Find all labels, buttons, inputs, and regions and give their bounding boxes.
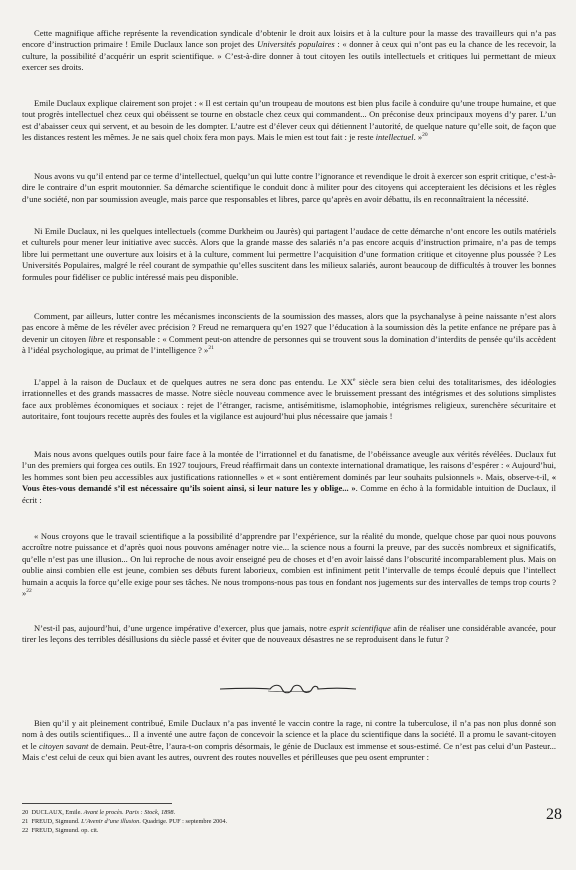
footnote-rule <box>22 803 172 804</box>
freud-quote-bold: « Vous êtes-vous demandé s’il est nécessaire qu’ils soient ainsi, si leur nature les y oblige... » <box>22 471 556 494</box>
paragraph-2: Emile Duclaux explique clairement son projet : « Il est certain qu’un troupeau de moutons est bien plus facile à conduire qu’une troupe humaine, et que tout progrès intellectuel chez ceux qui obéissent se tourne en obstacle chez ceux qui commandent... On préconise deux principaux moyens d’y parer. L’un est d’abaisser ceux qui servent, et au besoin de les dompter. L’autre est d’élever ceux qui détiennent l’autorité, de quelque nature qu’elle soit, de façon que les distances restent les mêmes. Je ne sais quel choix fera mon pays. Mais le mien est tout fait : je reste intellectuel. »$^{20}$ <box>22 98 556 143</box>
paragraph-9: N’est-il pas, aujourd’hui, d’une urgence impérative d’exercer, plus que jamais, notre esprit scientifique afin de réaliser une considérable avancée, pour tirer les leçons des terribles désillusions du siècle passé et éviter que de nouveaux désastres ne se reproduisent dans le futur ? <box>22 623 557 645</box>
footnote-22: 22 FREUD, Sigmund. op. cit. <box>22 827 99 834</box>
footnote-21: 21 FREUD, Sigmund. L’Avenir d’une illusion. Quadrige. PUF : septembre 2004. <box>22 818 228 825</box>
paragraph-1: Cette magnifique affiche représente la revendication syndicale d’obtenir le droit aux loisirs et à la culture pour la masse des travailleurs qui n’a pas encore d’instruction primaire ! Emile Duclaux lance son projet des Universités populaires : « donner à ceux qui n’ont pas eu la chance de les recevoir, la culture, la possibilité d’acquérir un esprit scientifique. » C’est-à-dire donner à tout citoyen les outils intellectuels et critiques lui permettant de mieux exercer ses droits. <box>22 28 557 73</box>
footnote-20: 20 DUCLAUX, Emile. Avant le procès. Paris : Stock, 1898. <box>22 809 176 816</box>
paragraph-7: Mais nous avons quelques outils pour faire face à la montée de l’irrationnel et du fanatisme, de l’obéissance aveugle aux vérités révélées. Duclaux fut l’un des premiers qui forgea ces outils. En 1927 toujours, Freud réaffirmait dans un contexte international dramatique, les raisons d’espérer : « Aujourd’hui, les hommes sont bien peu accessibles aux justifications rationnelles » et « sont entièrement dominés par leur souhaits pulsionnels ». Mais, observe-t-il, « Vous êtes-vous demandé s’il est nécessaire qu’ils soient ainsi, si leur nature les y oblige... ». Comme en écho à la formidable intuition de Duclaux, il écrit : <box>22 449 556 505</box>
page-number: 28 <box>546 806 562 823</box>
paragraph-4: Ni Emile Duclaux, ni les quelques intellectuels (comme Durkheim ou Jaurès) qui partagent l’audace de cette démarche n’ont encore les outils matériels et culturels pour mener leur initiative avec succès. Alors que la grande masse des salariés n’a pas encore acquis d’instruction primaire, n’a pas de temps libre lui permettant une ouverture aux loisirs et à la culture, comment lui permettre l’acquisition d’une formation critique et citoyenne plus poussée ? Les Universités Populaires, malgré le réel courant de sympathie qu’elles suscitent dans les milieux salariés, auront beaucoup de difficultés à trouver les bonnes formules pour fidéliser ce public intéressé mais peu disponible. <box>22 226 556 282</box>
paragraph-3: Nous avons vu qu’il entend par ce terme d’intellectuel, quelqu’un qui lutte contre l’ignorance et revendique le droit à exercer son esprit critique, c’est-à-dire le contraire d’un esprit moutonnier. Sa démarche scientifique le conduit donc à militer pour des citoyens qui accepteraient les décisions et les règles d’une société, non par soumission aveugle, mais parce que responsables et libres, parce qu’après en avoir débattu, ils en reconnaîtraient la nécessité. <box>22 171 556 204</box>
ornament-divider <box>218 680 358 698</box>
paragraph-5: Comment, par ailleurs, lutter contre les mécanismes inconscients de la soumission des masses, alors que la psychanalyse à peine naissante n’est alors pas encore à même de les révéler avec précision ? Freud ne remarquera qu’en 1927 que l’éducation à la soumission dès la petite enfance ne prépare pas à devenir un citoyen libre et responsable : « Comment peut-on attendre de personnes qui se trouvent sous la domination d’interdits de pensée qu’ils accèdent à l’idéal psychologique, au primat de l’intelligence ? »$^{21}$ <box>22 311 556 356</box>
paragraph-10: Bien qu’il y ait pleinement contribué, Emile Duclaux n’a pas inventé le vaccin contre la rage, ni contre la tuberculose, il n’a pas non plus donné son nom à des outils scientifiques... Il a inventé une autre façon de concevoir la science et la place du scientifique dans la société. Il a promu le savant-citoyen et le citoyen savant de demain. Peut-être, l’aura-t-on compris désormais, le génie de Duclaux est immense et sous-estimé. Ce n’est pas celui d’un Pasteur... Mais c’est celui de ceux qui bien avant les autres, ouvrent des routes nouvelles et périlleuses que peu osent emprunter : <box>22 718 556 763</box>
paragraph-6: L’appel à la raison de Duclaux et de quelques autres ne sera donc pas entendu. Le XXe siècle sera bien celui des totalitarismes, des idéologies irrationnelles et des grands massacres de masse. Notre siècle nouveau commence avec le bruissement pressant des intégrismes et des solutions simplistes face aux problèmes économiques et sociaux : rejet de l’étranger, racisme, antisémitisme, islamophobie, intégrismes religieux, surenchère sécuritaire et autoritaire, font toujours recette auprès des foules et la vigilance est aujourd’hui plus nécessaire que jamais ! <box>22 377 556 422</box>
paragraph-8: « Nous croyons que le travail scientifique a la possibilité d’apprendre par l’expérience, sur la réalité du monde, quelque chose par quoi nous pouvons accroître notre puissance et d’après quoi nous pouvons aménager notre vie... la science nous a fourni la preuve, par des succès nombreux et significatifs, qu’elle n’est pas une illusion... On lui reproche de nous avoir enseigné peu de choses et d’en avoir laissé dans l’obscurité incomparablement plus. Mais on oublie ainsi combien elle est jeune, combien ses débuts furent laborieux, combien est infiniment petit l’intervalle de temps écoulé depuis que l’intellect humain a acquis la force qu’elle exige pour ses tâches. Ne nous trompons-nous pas tous en fondant nos jugements sur des intervalles de temps trop courts ? »$^{22}$ <box>22 531 556 599</box>
